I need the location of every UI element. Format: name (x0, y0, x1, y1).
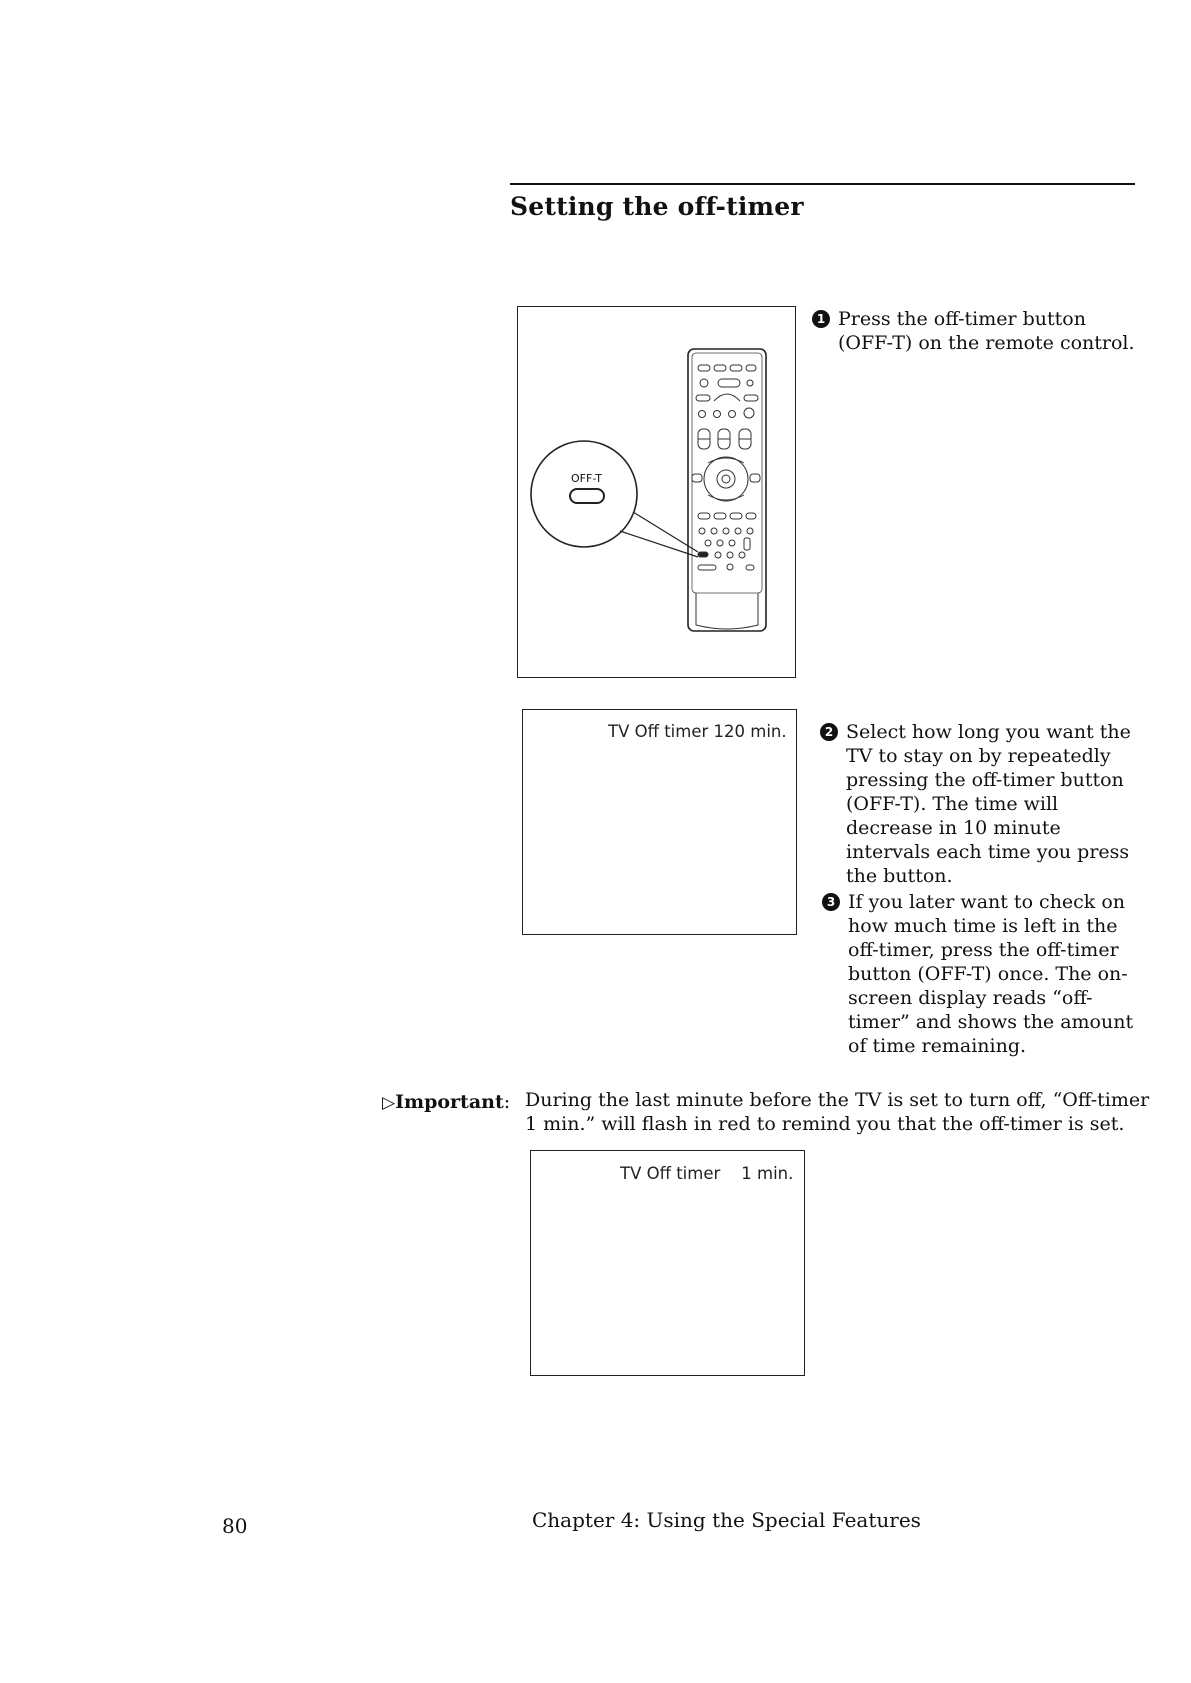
osd-text-120: TV Off timer 120 min. (608, 722, 787, 741)
important-label: ▷Important: (382, 1091, 511, 1113)
step-3 (822, 890, 1142, 1058)
title-rule (510, 183, 1135, 185)
important-text: During the last minute before the TV is set to turn off, “Off-timer 1 min.” will flash in red to remind you that the off-timer is set. (525, 1089, 1150, 1135)
step-3-number: 3 (822, 893, 840, 911)
step-1-text: Press the off-timer button (OFF-T) on the remote control. (838, 308, 1135, 354)
triangle-icon: ▷ (382, 1093, 396, 1113)
osd-text-1: TV Off timer 1 min. (620, 1164, 794, 1183)
off-t-callout-label: OFF-T (571, 472, 602, 485)
osd-screen-120 (522, 709, 797, 935)
step-1 (812, 307, 1142, 355)
step-2-number: 2 (820, 723, 838, 741)
important-label-text: Important (395, 1091, 504, 1113)
remote-figure (517, 306, 796, 678)
step-1-number: 1 (812, 310, 830, 328)
chapter-footer: Chapter 4: Using the Special Features (532, 1508, 921, 1532)
step-2-text: Select how long you want the TV to stay on by repeatedly pressing the off-timer button (OFF-T). The time will decrease in 10 minute intervals each time you press the button. (846, 721, 1131, 887)
step-3-text: If you later want to check on how much time is left in the off-timer, press the off-timer button (OFF-T) once. The on-screen display reads “off-timer” and shows the amount of time remaining. (848, 891, 1134, 1057)
section-title: Setting the off-timer (510, 192, 804, 221)
page-number: 80 (222, 1514, 248, 1538)
remote-control-illustration (518, 307, 794, 676)
step-2 (820, 720, 1150, 888)
osd-screen-1 (530, 1150, 805, 1376)
